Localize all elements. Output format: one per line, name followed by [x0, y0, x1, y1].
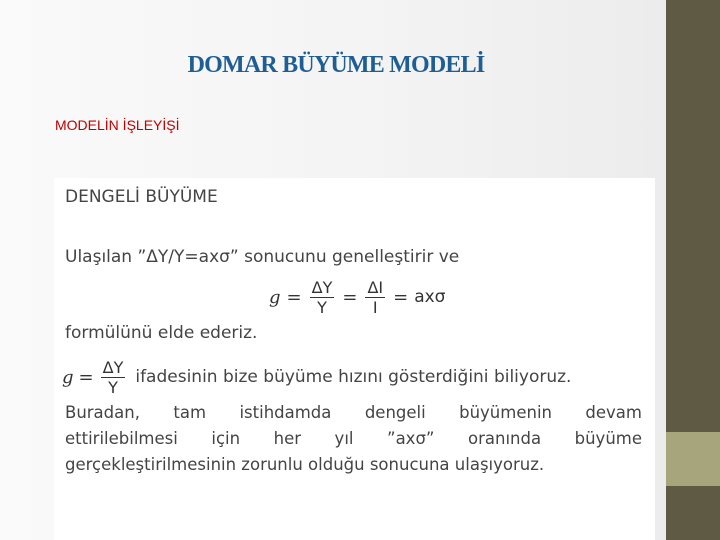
fraction-delta-y-over-y: [101, 358, 126, 397]
fraction-delta-i-over-i: [365, 278, 385, 317]
fraction-numerator: ΔY: [311, 277, 333, 297]
fraction-denominator: I: [372, 297, 378, 317]
growth-rate-formula: [62, 358, 127, 397]
formula-lhs: g: [62, 366, 74, 388]
fraction-numerator: ΔI: [367, 277, 384, 297]
conclusion-paragraph: [65, 400, 642, 478]
equation-lhs: g: [269, 286, 281, 308]
fraction-numerator: ΔY: [102, 357, 124, 377]
growth-rate-text: ifadesinin bize büyüme hızını gösterdiğini biliyoruz.: [135, 367, 572, 387]
growth-rate-statement: [62, 356, 571, 398]
slide-subtitle: MODELİN İŞLEYİŞİ: [55, 117, 180, 133]
fraction-denominator: Y: [108, 377, 118, 397]
paragraph-line: gerçekleştirilmesinin zorunlu olduğu sonucuna ulaşıyoruz.: [65, 455, 545, 474]
equals-sign: =: [393, 286, 409, 308]
equals-sign: =: [78, 366, 94, 388]
equals-sign: =: [286, 286, 302, 308]
paragraph-line: ettirilebilmesi için her yıl ”axσ” oranında büyüme: [65, 429, 642, 448]
slide-title: DOMAR BÜYÜME MODELİ: [187, 52, 485, 78]
fraction-delta-y-over-y: [310, 278, 335, 317]
conclusion-text: formülünü elde ederiz.: [65, 323, 258, 343]
content-panel: [54, 178, 655, 540]
equation-rhs: axσ: [414, 287, 446, 307]
fraction-denominator: Y: [317, 297, 327, 317]
paragraph-line: Buradan, tam istihdamda dengeli büyümenin devam: [65, 403, 642, 422]
side-decoration-accent: [666, 432, 720, 486]
intro-text: Ulaşılan ”ΔY/Y=axσ” sonucunu genelleştirir ve: [65, 247, 460, 267]
section-heading: DENGELİ BÜYÜME: [65, 187, 218, 207]
equals-sign: =: [342, 286, 358, 308]
growth-equation: [269, 276, 445, 318]
